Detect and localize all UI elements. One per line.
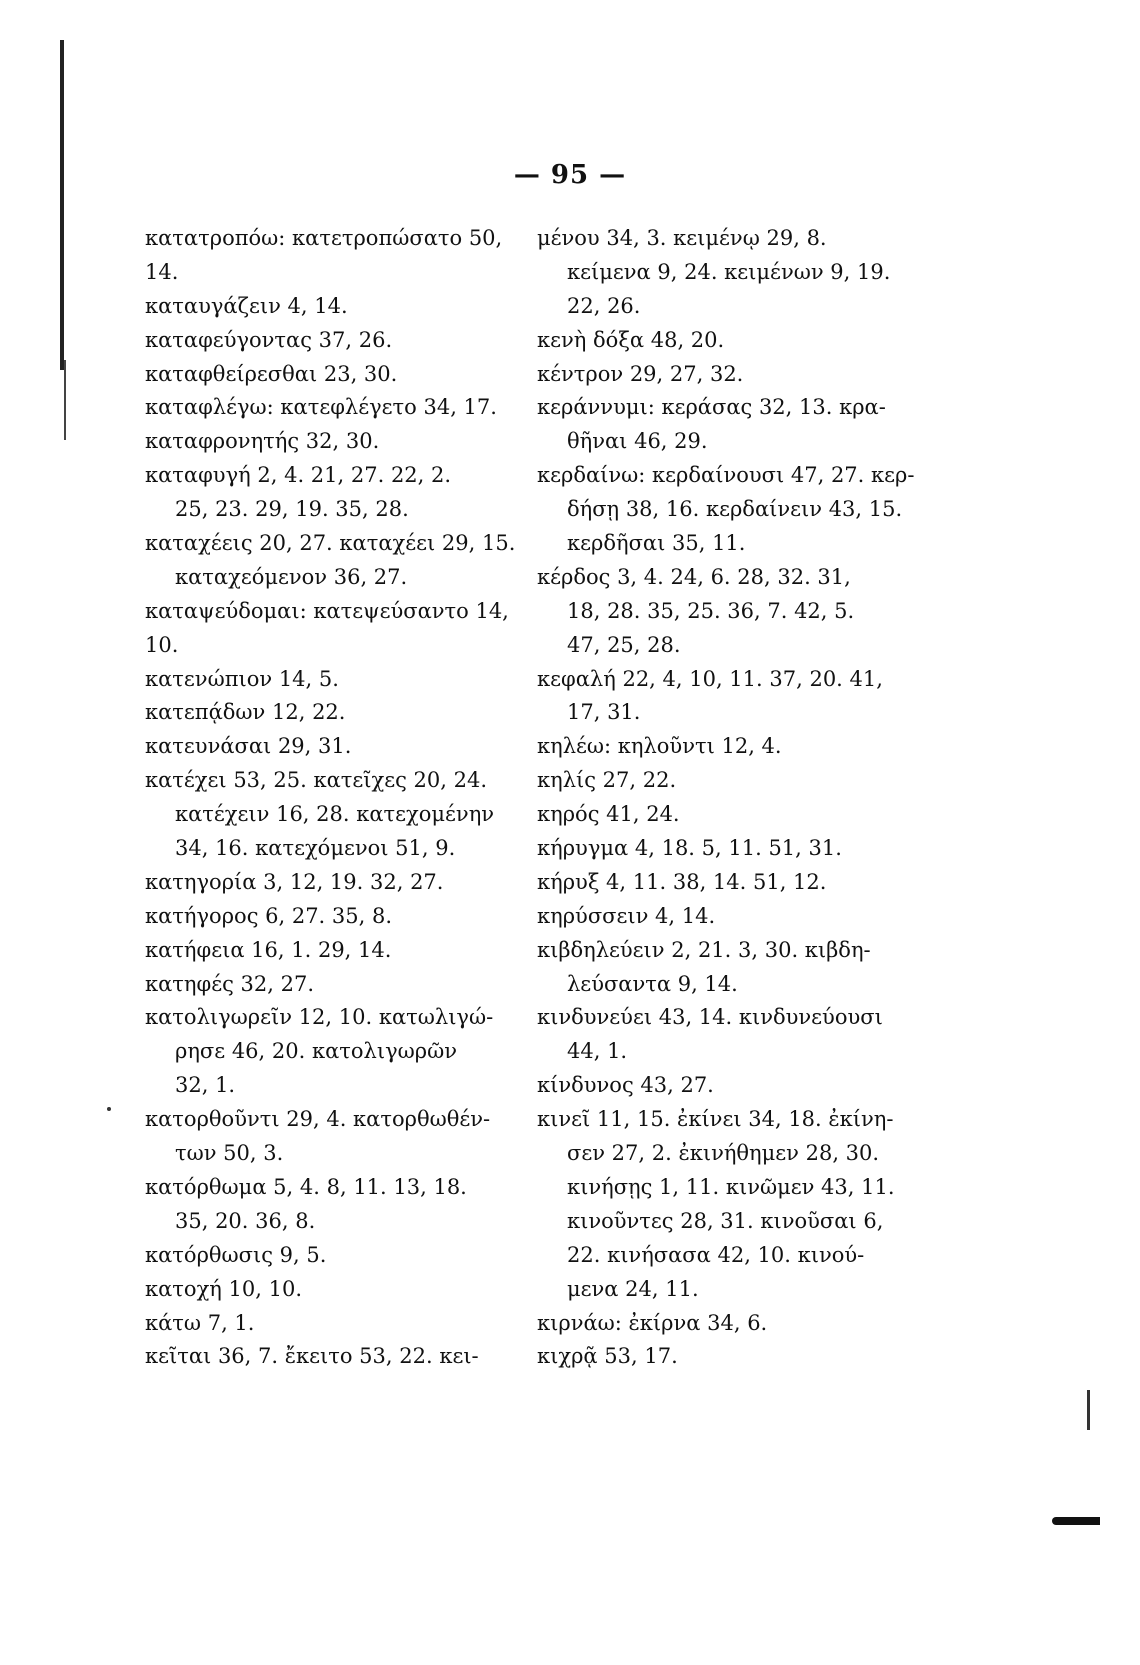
- index-entry-line: 17, 31.: [567, 700, 641, 725]
- index-entry-line: κήρυγμα 4, 18. 5, 11. 51, 31.: [537, 836, 842, 861]
- index-column-right: [537, 222, 917, 1374]
- index-entry-line: κινήσῃς 1, 11. κινῶμεν 43, 11.: [567, 1174, 895, 1199]
- index-entry-line: κατορθοῦντι 29, 4. κατορθωθέν-: [145, 1107, 491, 1132]
- scan-edge-line: [60, 40, 64, 370]
- index-entry-line: των 50, 3.: [175, 1141, 284, 1166]
- index-entry-line: κιχρᾷ 53, 17.: [537, 1344, 678, 1369]
- index-entry-line: κατοχή 10, 10.: [145, 1276, 303, 1301]
- index-entry-line: 47, 25, 28.: [567, 632, 681, 657]
- index-entry-line: κατατροπόω: κατετροπώσατο 50,: [145, 226, 503, 250]
- index-entry-line: καταφθείρεσθαι 23, 30.: [145, 361, 398, 386]
- margin-smudge: [1052, 1517, 1100, 1525]
- margin-mark: [1087, 1390, 1090, 1430]
- index-entry-line: κατόρθωμα 5, 4. 8, 11. 13, 18.: [145, 1174, 467, 1199]
- index-entry-line: κίνδυνος 43, 27.: [537, 1073, 714, 1098]
- index-entry-line: κενὴ δόξα 48, 20.: [537, 327, 725, 352]
- index-entry-line: κηλέω: κηλοῦντι 12, 4.: [537, 734, 782, 759]
- index-entry-line: κέντρον 29, 27, 32.: [537, 361, 744, 386]
- index-entry-line: κέρδος 3, 4. 24, 6. 28, 32. 31,: [537, 564, 851, 589]
- index-entry-line: μένου 34, 3. κειμένῳ 29, 8.: [537, 226, 827, 250]
- index-entry-line: 32, 1.: [175, 1073, 236, 1098]
- index-entry-line: κεῖται 36, 7. ἔκειτο 53, 22. κει-: [145, 1344, 479, 1369]
- index-entry-line: κινεῖ 11, 15. ἐκίνει 34, 18. ἐκίνη-: [537, 1107, 894, 1132]
- index-entry-line: ρησε 46, 20. κατολιγωρῶν: [175, 1039, 457, 1064]
- index-entry-line: κερδῆσαι 35, 11.: [567, 531, 746, 556]
- index-entry-line: κατέχειν 16, 28. κατεχομένην: [175, 802, 495, 827]
- index-entry-line: κιρνάω: ἐκίρνα 34, 6.: [537, 1310, 768, 1335]
- index-entry-line: κατήγορος 6, 27. 35, 8.: [145, 903, 393, 928]
- index-entry-line: καταφρονητής 32, 30.: [145, 429, 380, 454]
- scan-edge-line-thin: [64, 360, 66, 440]
- index-entry-line: κινοῦντες 28, 31. κινοῦσαι 6,: [567, 1208, 884, 1233]
- index-entry-line: κερδαίνω: κερδαίνουσι 47, 27. κερ-: [537, 463, 915, 488]
- index-entry-line: 18, 28. 35, 25. 36, 7. 42, 5.: [567, 598, 855, 623]
- index-entry-line: κινδυνεύει 43, 14. κινδυνεύουσι: [537, 1005, 883, 1030]
- index-entry-line: κιβδηλεύειν 2, 21. 3, 30. κιβδη-: [537, 937, 871, 962]
- index-entry-line: καταψεύδομαι: κατεψεύσαντο 14,: [145, 598, 509, 623]
- index-entry-line: καταφλέγω: κατεφλέγετο 34, 17.: [145, 395, 497, 420]
- index-entry-line: κεράννυμι: κεράσας 32, 13. κρα-: [537, 395, 886, 420]
- index-entry-line: θῆναι 46, 29.: [567, 429, 708, 454]
- index-entry-line: κατόρθωσις 9, 5.: [145, 1242, 327, 1267]
- index-entry-line: κατενώπιον 14, 5.: [145, 666, 339, 691]
- index-entry-line: κατήφεια 16, 1. 29, 14.: [145, 937, 392, 962]
- index-entry-line: κεφαλή 22, 4, 10, 11. 37, 20. 41,: [537, 666, 883, 691]
- index-entry-line: καταυγάζειν 4, 14.: [145, 293, 348, 318]
- index-entry-line: κατέχει 53, 25. κατεῖχες 20, 24.: [145, 768, 488, 793]
- index-entry-line: 34, 16. κατεχόμενοι 51, 9.: [175, 836, 456, 861]
- index-entry-line: καταφεύγοντας 37, 26.: [145, 327, 393, 352]
- index-entry-line: 25, 23. 29, 19. 35, 28.: [175, 497, 409, 522]
- index-entry-line: 22, 26.: [567, 293, 641, 318]
- index-entry-line: κηρύσσειν 4, 14.: [537, 903, 716, 928]
- index-entry-line: καταχέεις 20, 27. καταχέει 29, 15.: [145, 531, 516, 556]
- index-entry-line: κείμενα 9, 24. κειμένων 9, 19.: [567, 259, 891, 284]
- index-column-left: [145, 222, 515, 1374]
- index-entry-line: σεν 27, 2. ἐκινήθημεν 28, 30.: [567, 1141, 880, 1166]
- index-entry-line: κηλίς 27, 22.: [537, 768, 677, 793]
- index-entry-line: δήσῃ 38, 16. κερδαίνειν 43, 15.: [567, 497, 903, 522]
- index-entry-line: 14.: [145, 259, 179, 284]
- index-entry-line: κήρυξ 4, 11. 38, 14. 51, 12.: [537, 869, 827, 894]
- index-entry-line: κατηφές 32, 27.: [145, 971, 314, 996]
- index-entry-line: κάτω 7, 1.: [145, 1310, 255, 1335]
- index-entry-line: μενα 24, 11.: [567, 1276, 699, 1301]
- index-entry-line: λεύσαντα 9, 14.: [567, 971, 738, 996]
- index-entry-line: κατηγορία 3, 12, 19. 32, 27.: [145, 869, 444, 894]
- index-entry-line: 44, 1.: [567, 1039, 628, 1064]
- index-entry-line: 35, 20. 36, 8.: [175, 1208, 316, 1233]
- margin-speck: [107, 1107, 111, 1111]
- index-entry-line: 22. κινήσασα 42, 10. κινού-: [567, 1242, 865, 1267]
- index-entry-line: κατεπᾴδων 12, 22.: [145, 700, 346, 725]
- index-entry-line: κηρός 41, 24.: [537, 802, 680, 827]
- page-number: — 95 —: [513, 160, 627, 190]
- index-entry-line: 10.: [145, 632, 179, 657]
- index-entry-line: κατολιγωρεῖν 12, 10. κατωλιγώ-: [145, 1005, 494, 1030]
- index-entry-line: κατευνάσαι 29, 31.: [145, 734, 352, 759]
- index-entry-line: καταχεόμενον 36, 27.: [175, 564, 408, 589]
- index-entry-line: καταφυγή 2, 4. 21, 27. 22, 2.: [145, 463, 452, 488]
